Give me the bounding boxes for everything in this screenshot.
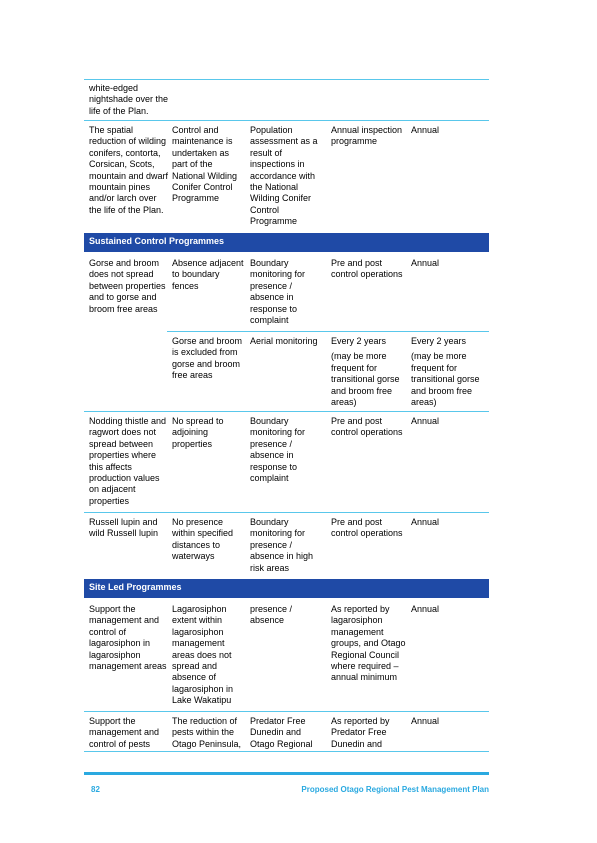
frequency-cell: Pre and post control operations bbox=[331, 258, 403, 280]
row-divider bbox=[84, 120, 489, 121]
reporting-cell: Annual bbox=[411, 517, 440, 527]
monitoring-cell: Population assessment as a result of inspections in accordance with the National Wilding Conifer Control Programme bbox=[250, 125, 318, 227]
reporting-cell bbox=[411, 336, 489, 408]
target-cell: The reduction of pests within the Otago Peninsula, bbox=[172, 716, 242, 749]
target-cell: Control and maintenance is undertaken as part of the National Wilding Conifer Control Programme bbox=[172, 125, 238, 204]
row-divider bbox=[84, 512, 489, 513]
target-cell: No spread to adjoining properties bbox=[172, 416, 224, 449]
outcome-cell: Support the management and control of pests bbox=[89, 716, 160, 749]
monitoring-cell: Aerial monitoring bbox=[250, 336, 318, 346]
reporting-cell: Annual bbox=[411, 125, 440, 135]
section-header-site-led bbox=[84, 579, 489, 598]
monitoring-cell: Predator Free Dunedin and Otago Regional bbox=[250, 716, 313, 749]
frequency-note: (may be more frequent for transitional gorse and broom free areas) bbox=[331, 351, 400, 408]
outcome-cell: Support the management and control of lagarosiphon in lagarosiphon management areas bbox=[89, 604, 167, 672]
row-divider bbox=[84, 411, 489, 412]
outcome-cell: The spatial reduction of wilding conifers, contorta, Corsican, Scots, mountain and dwarf mountain pines and/or larch over the life of the Plan. bbox=[89, 125, 169, 215]
reporting-cell: Annual bbox=[411, 604, 440, 614]
target-cell: Lagarosiphon extent within lagarosiphon management areas does not spread and absence of lagarosiphon in Lake Wakatipu bbox=[172, 604, 234, 706]
row-divider bbox=[167, 331, 489, 332]
page-number: 82 bbox=[91, 785, 100, 794]
reporting-cell: Annual bbox=[411, 258, 440, 268]
target-cell: Gorse and broom is excluded from gorse and broom free areas bbox=[172, 336, 243, 381]
section-title: Sustained Control Programmes bbox=[89, 236, 225, 246]
frequency-cell bbox=[331, 336, 409, 408]
frequency-cell: Pre and post control operations bbox=[331, 416, 403, 438]
monitoring-cell: Boundary monitoring for presence / absence in high risk areas bbox=[250, 517, 314, 573]
reporting-note: (may be more frequent for transitional gorse and broom free areas) bbox=[411, 351, 480, 408]
frequency-main: Every 2 years bbox=[331, 336, 387, 346]
frequency-cell: As reported by lagarosiphon management groups, and Otago Regional Council where required – annual minimum bbox=[331, 604, 406, 683]
section-title: Site Led Programmes bbox=[89, 582, 182, 592]
row-divider bbox=[84, 751, 489, 752]
frequency-cell: Annual inspection programme bbox=[331, 125, 403, 147]
monitoring-cell: presence / absence bbox=[250, 604, 293, 626]
reporting-main: Every 2 years bbox=[411, 336, 467, 346]
outcome-cell: white-edged nightshade over the life of the Plan. bbox=[89, 83, 169, 116]
reporting-cell: Annual bbox=[411, 716, 440, 726]
row-divider bbox=[84, 79, 489, 80]
outcome-cell: Gorse and broom does not spread between properties and to gorse and broom free areas bbox=[89, 258, 166, 314]
outcome-cell: Nodding thistle and ragwort does not spread between properties where this affects production values on adjacent properties bbox=[89, 416, 167, 506]
monitoring-cell: Boundary monitoring for presence / absence in response to complaint bbox=[250, 258, 306, 326]
row-divider bbox=[84, 711, 489, 712]
target-cell: No presence within specified distances to waterways bbox=[172, 517, 234, 562]
frequency-cell: Pre and post control operations bbox=[331, 517, 403, 539]
section-header-sustained bbox=[84, 233, 489, 252]
reporting-cell: Annual bbox=[411, 416, 440, 426]
footer-rule bbox=[84, 772, 489, 775]
monitoring-cell: Boundary monitoring for presence / absence in response to complaint bbox=[250, 416, 306, 484]
target-cell: Absence adjacent to boundary fences bbox=[172, 258, 244, 291]
frequency-cell: As reported by Predator Free Dunedin and bbox=[331, 716, 390, 749]
outcome-cell: Russell lupin and wild Russell lupin bbox=[89, 517, 159, 539]
document-title: Proposed Otago Regional Pest Management Plan bbox=[301, 785, 489, 794]
